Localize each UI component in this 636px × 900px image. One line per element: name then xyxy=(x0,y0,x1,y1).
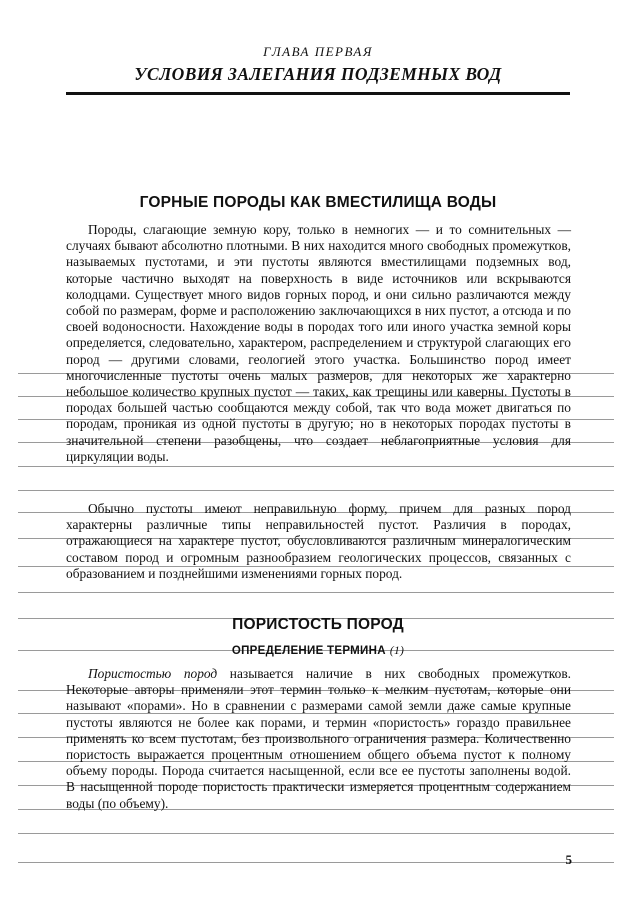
paragraph-porosity-definition xyxy=(66,666,571,812)
chapter-label: ГЛАВА ПЕРВАЯ xyxy=(263,44,373,59)
paragraph-rocks-voids: Породы, слагающие земную кору, только в немногих — и то сомнительных — случаях бывают абсолютно плотными. В них находится много свободных промежутков, называемых пустотами, и эти пустоты являются вместилищами подземных вод, которые частично выходят на поверхность в виде источников или вскрываются колодцами. Существует много видов горных пород, и они сильно различаются между собой по размерам, форме и расположению заключающихся в них пустот, а отсюда и по своей водоносности. Нахождение воды в породах того или иного участка земной коры определяется, следовательно, характером, распределением и структурой слагающих его пород — другими словами, геологией этого участка. Большинство пород имеет многочисленные пустоты очень малых размеров, для некоторых же характерно небольшое количество крупных пустот — таких, как трещины или каверны. Пустоты в породах большей частью сообщаются между собой, так что вода может двигаться по породам, проникая из одной пустоты в другую; но в некоторых породах пустоты в значительной степени разобщены, что создает неблагоприятные условия для циркуляции воды. xyxy=(66,222,571,464)
scan-line xyxy=(18,592,614,593)
paragraph-void-shapes: Обычно пустоты имеют неправильную форму, причем для разных пород характерны различные типы неправильностей пустот. Различия в породах, отражающиеся на характере пустот, обусловливаются различным минералогическим составом пород и огромным разнообразием геологических процессов, связанных с образованием и позднейшими изменениями горных пород. xyxy=(66,501,571,581)
section-heading-rocks: ГОРНЫЕ ПОРОДЫ КАК ВМЕСТИЛИЩА ВОДЫ xyxy=(139,194,497,211)
section-heading-porosity: ПОРИСТОСТЬ ПОРОД xyxy=(232,616,404,633)
subheading-term-definition xyxy=(0,645,636,657)
chapter-divider xyxy=(66,92,570,95)
scan-line xyxy=(18,862,614,863)
defined-term: Пористостью пород xyxy=(88,666,218,681)
paragraph-porosity-text: называется наличие в них свободных промежутков. Некоторые авторы применяли этот термин только к мелким пустотам, которые они называют «порами». Но в сравнении с размерами самой земли даже самые крупные пустоты являются не более как порами, и термин «пористость» гораздо правильнее применять ко всем пустотам, без произвольного ограничения размера. Количественно пористость выражается процентным отношением общего объема пустот к полному объему породы. Порода считается насыщенной, если все ее пустоты заполнены водой. В насыщенной породе пористость практически измеряется процентным содержанием воды (по объему). xyxy=(66,666,571,811)
subheading-text: ОПРЕДЕЛЕНИЕ ТЕРМИНА xyxy=(231,645,386,657)
scan-line xyxy=(18,833,614,834)
scan-line xyxy=(18,490,614,491)
footnote-reference[interactable]: (1) xyxy=(389,645,405,657)
chapter-title: УСЛОВИЯ ЗАЛЕГАНИЯ ПОДЗЕМНЫХ ВОД xyxy=(134,64,502,84)
scan-line xyxy=(18,466,614,467)
page-number: 5 xyxy=(565,852,572,867)
